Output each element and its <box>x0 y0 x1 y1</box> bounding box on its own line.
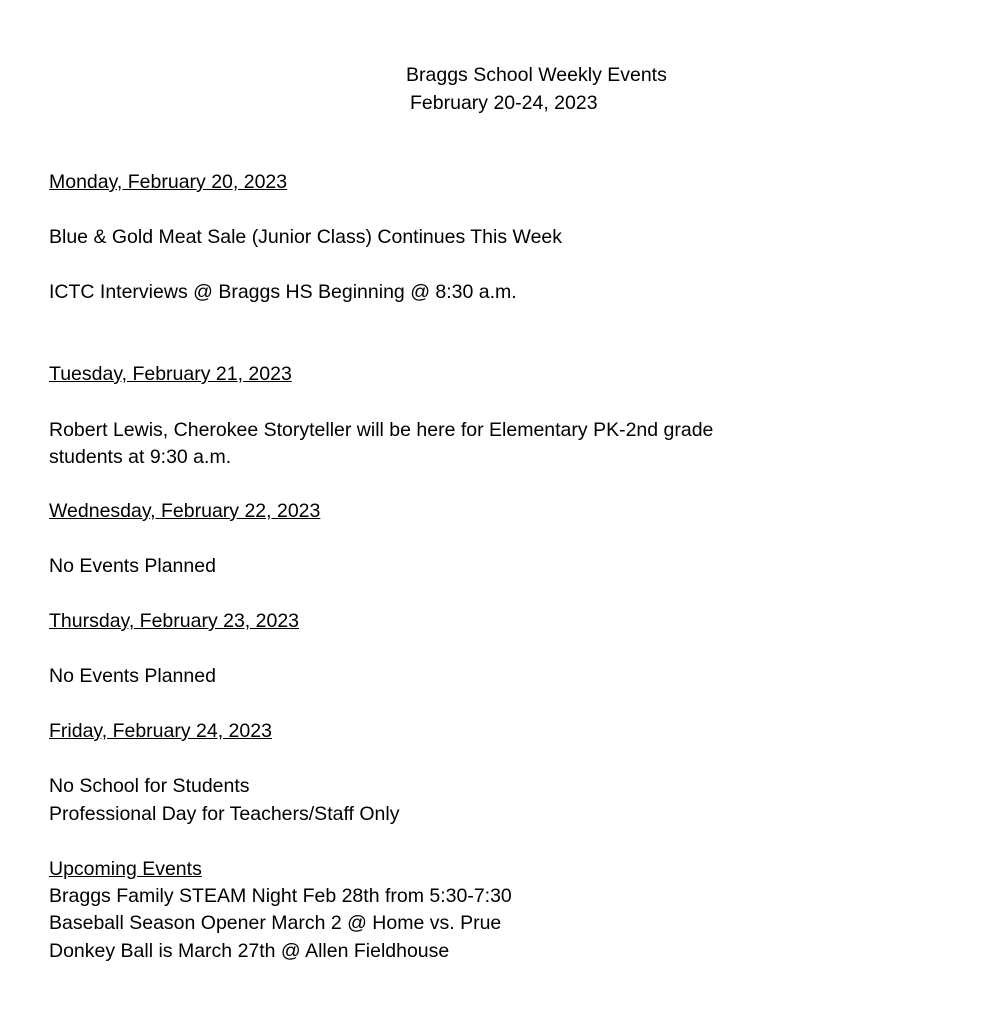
upcoming-event-donkey-ball: Donkey Ball is March 27th @ Allen Fieldhouse <box>49 940 450 962</box>
monday-heading: Monday, February 20, 2023 <box>49 171 288 193</box>
tuesday-event-line-2: students at 9:30 a.m. <box>49 446 232 468</box>
upcoming-event-baseball-opener: Baseball Season Opener March 2 @ Home vs. Prue <box>49 912 502 934</box>
tuesday-heading: Tuesday, February 21, 2023 <box>49 363 292 385</box>
friday-event-no-school: No School for Students <box>49 775 250 797</box>
tuesday-event-line-1: Robert Lewis, Cherokee Storyteller will be here for Elementary PK-2nd grade <box>49 419 714 441</box>
monday-event-ictc-interviews: ICTC Interviews @ Braggs HS Beginning @ 8:30 a.m. <box>49 281 517 303</box>
wednesday-event: No Events Planned <box>49 555 216 577</box>
upcoming-events-heading: Upcoming Events <box>49 858 202 880</box>
monday-event-meat-sale: Blue & Gold Meat Sale (Junior Class) Continues This Week <box>49 226 563 248</box>
upcoming-event-steam-night: Braggs Family STEAM Night Feb 28th from 5:30-7:30 <box>49 885 512 907</box>
friday-heading: Friday, February 24, 2023 <box>49 720 272 742</box>
friday-event-professional-day: Professional Day for Teachers/Staff Only <box>49 803 400 825</box>
document-title: Braggs School Weekly Events <box>406 64 667 86</box>
thursday-event: No Events Planned <box>49 665 216 687</box>
wednesday-heading: Wednesday, February 22, 2023 <box>49 500 321 522</box>
thursday-heading: Thursday, February 23, 2023 <box>49 610 300 632</box>
document-date-range: February 20-24, 2023 <box>410 92 598 114</box>
